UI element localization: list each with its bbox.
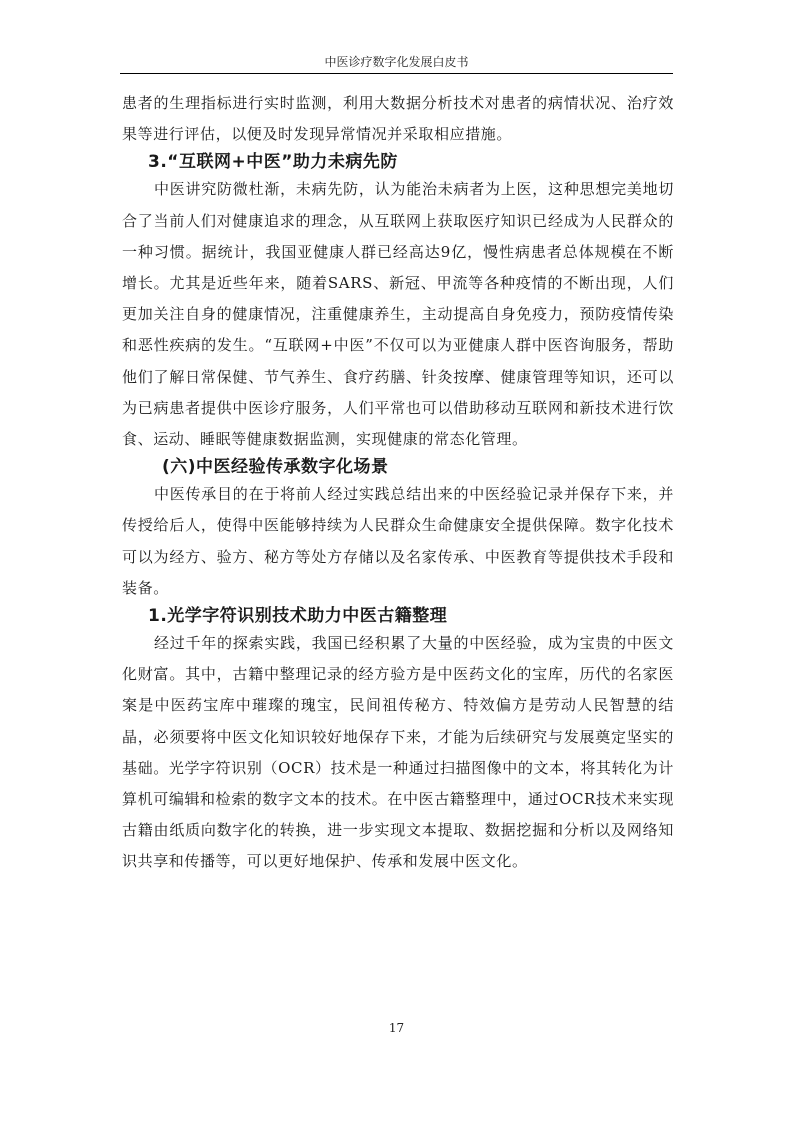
section-heading-ocr: 1.光学字符识别技术助力中医古籍整理 xyxy=(148,606,448,627)
page-number: 17 xyxy=(388,1021,405,1035)
header-rule xyxy=(120,73,673,74)
section-heading-internet-tcm: 3.“互联网+中医”助力未病先防 xyxy=(148,152,398,173)
section-paragraph-internet-tcm: 中医讲究防微杜渐，未病先防，认为能治未病者为上医，这种思想完美地切合了当前人们对健康追求的理念，从互联网上获取医疗知识已经成为人民群众的一种习惯。据统计，我国亚健康人群已经高达9亿，慢性病患者总体规模在不断增长。尤其是近些年来，随着SARS、新冠、甲流等各种疫情的不断出现，人们更加关注自身的健康情况，注重健康养生，主动提高自身免疫力，预防疫情传染和恶性疾病的发生。“互联网+中医”不仅可以为亚健康人群中医咨询服务，帮助他们了解日常保健、节气养生、食疗药膳、针灸按摩、健康管理等知识，还可以为已病患者提供中医诊疗服务，人们平常也可以借助移动互联网和新技术进行饮食、运动、睡眠等健康数据监测，实现健康的常态化管理。 xyxy=(122,180,674,449)
page-content xyxy=(122,88,674,878)
section-paragraph-experience-inheritance: 中医传承目的在于将前人经过实践总结出来的中医经验记录并保存下来，并传授给后人，使得中医能够持续为人民群众生命健康安全提供保障。数字化技术可以为经方、验方、秘方等处方存储以及名家传承、中医教育等提供技术手段和装备。 xyxy=(122,485,674,597)
section-heading-experience-inheritance: (六)中医经验传承数字化场景 xyxy=(162,457,389,478)
running-header: 中医诊疗数字化发展白皮书 xyxy=(324,55,469,69)
section-paragraph-ocr: 经过千年的探索实践，我国已经积累了大量的中医经验，成为宝贵的中医文化财富。其中，古籍中整理记录的经方验方是中医药文化的宝库，历代的名家医案是中医药宝库中璀璨的瑰宝，民间祖传秘方、特效偏方是劳动人民智慧的结晶，必须要将中医文化知识较好地保存下来，才能为后续研究与发展奠定坚实的基础。光学字符识别（OCR）技术是一种通过扫描图像中的文本，将其转化为计算机可编辑和检索的数字文本的技术。在中医古籍整理中，通过OCR技术来实现古籍由纸质向数字化的转换，进一步实现文本提取、数据挖掘和分析以及网络知识共享和传播等，可以更好地保护、传承和发展中医文化。 xyxy=(122,634,674,871)
continuation-paragraph: 患者的生理指标进行实时监测，利用大数据分析技术对患者的病情状况、治疗效果等进行评估，以便及时发现异常情况并采取相应措施。 xyxy=(122,94,674,144)
